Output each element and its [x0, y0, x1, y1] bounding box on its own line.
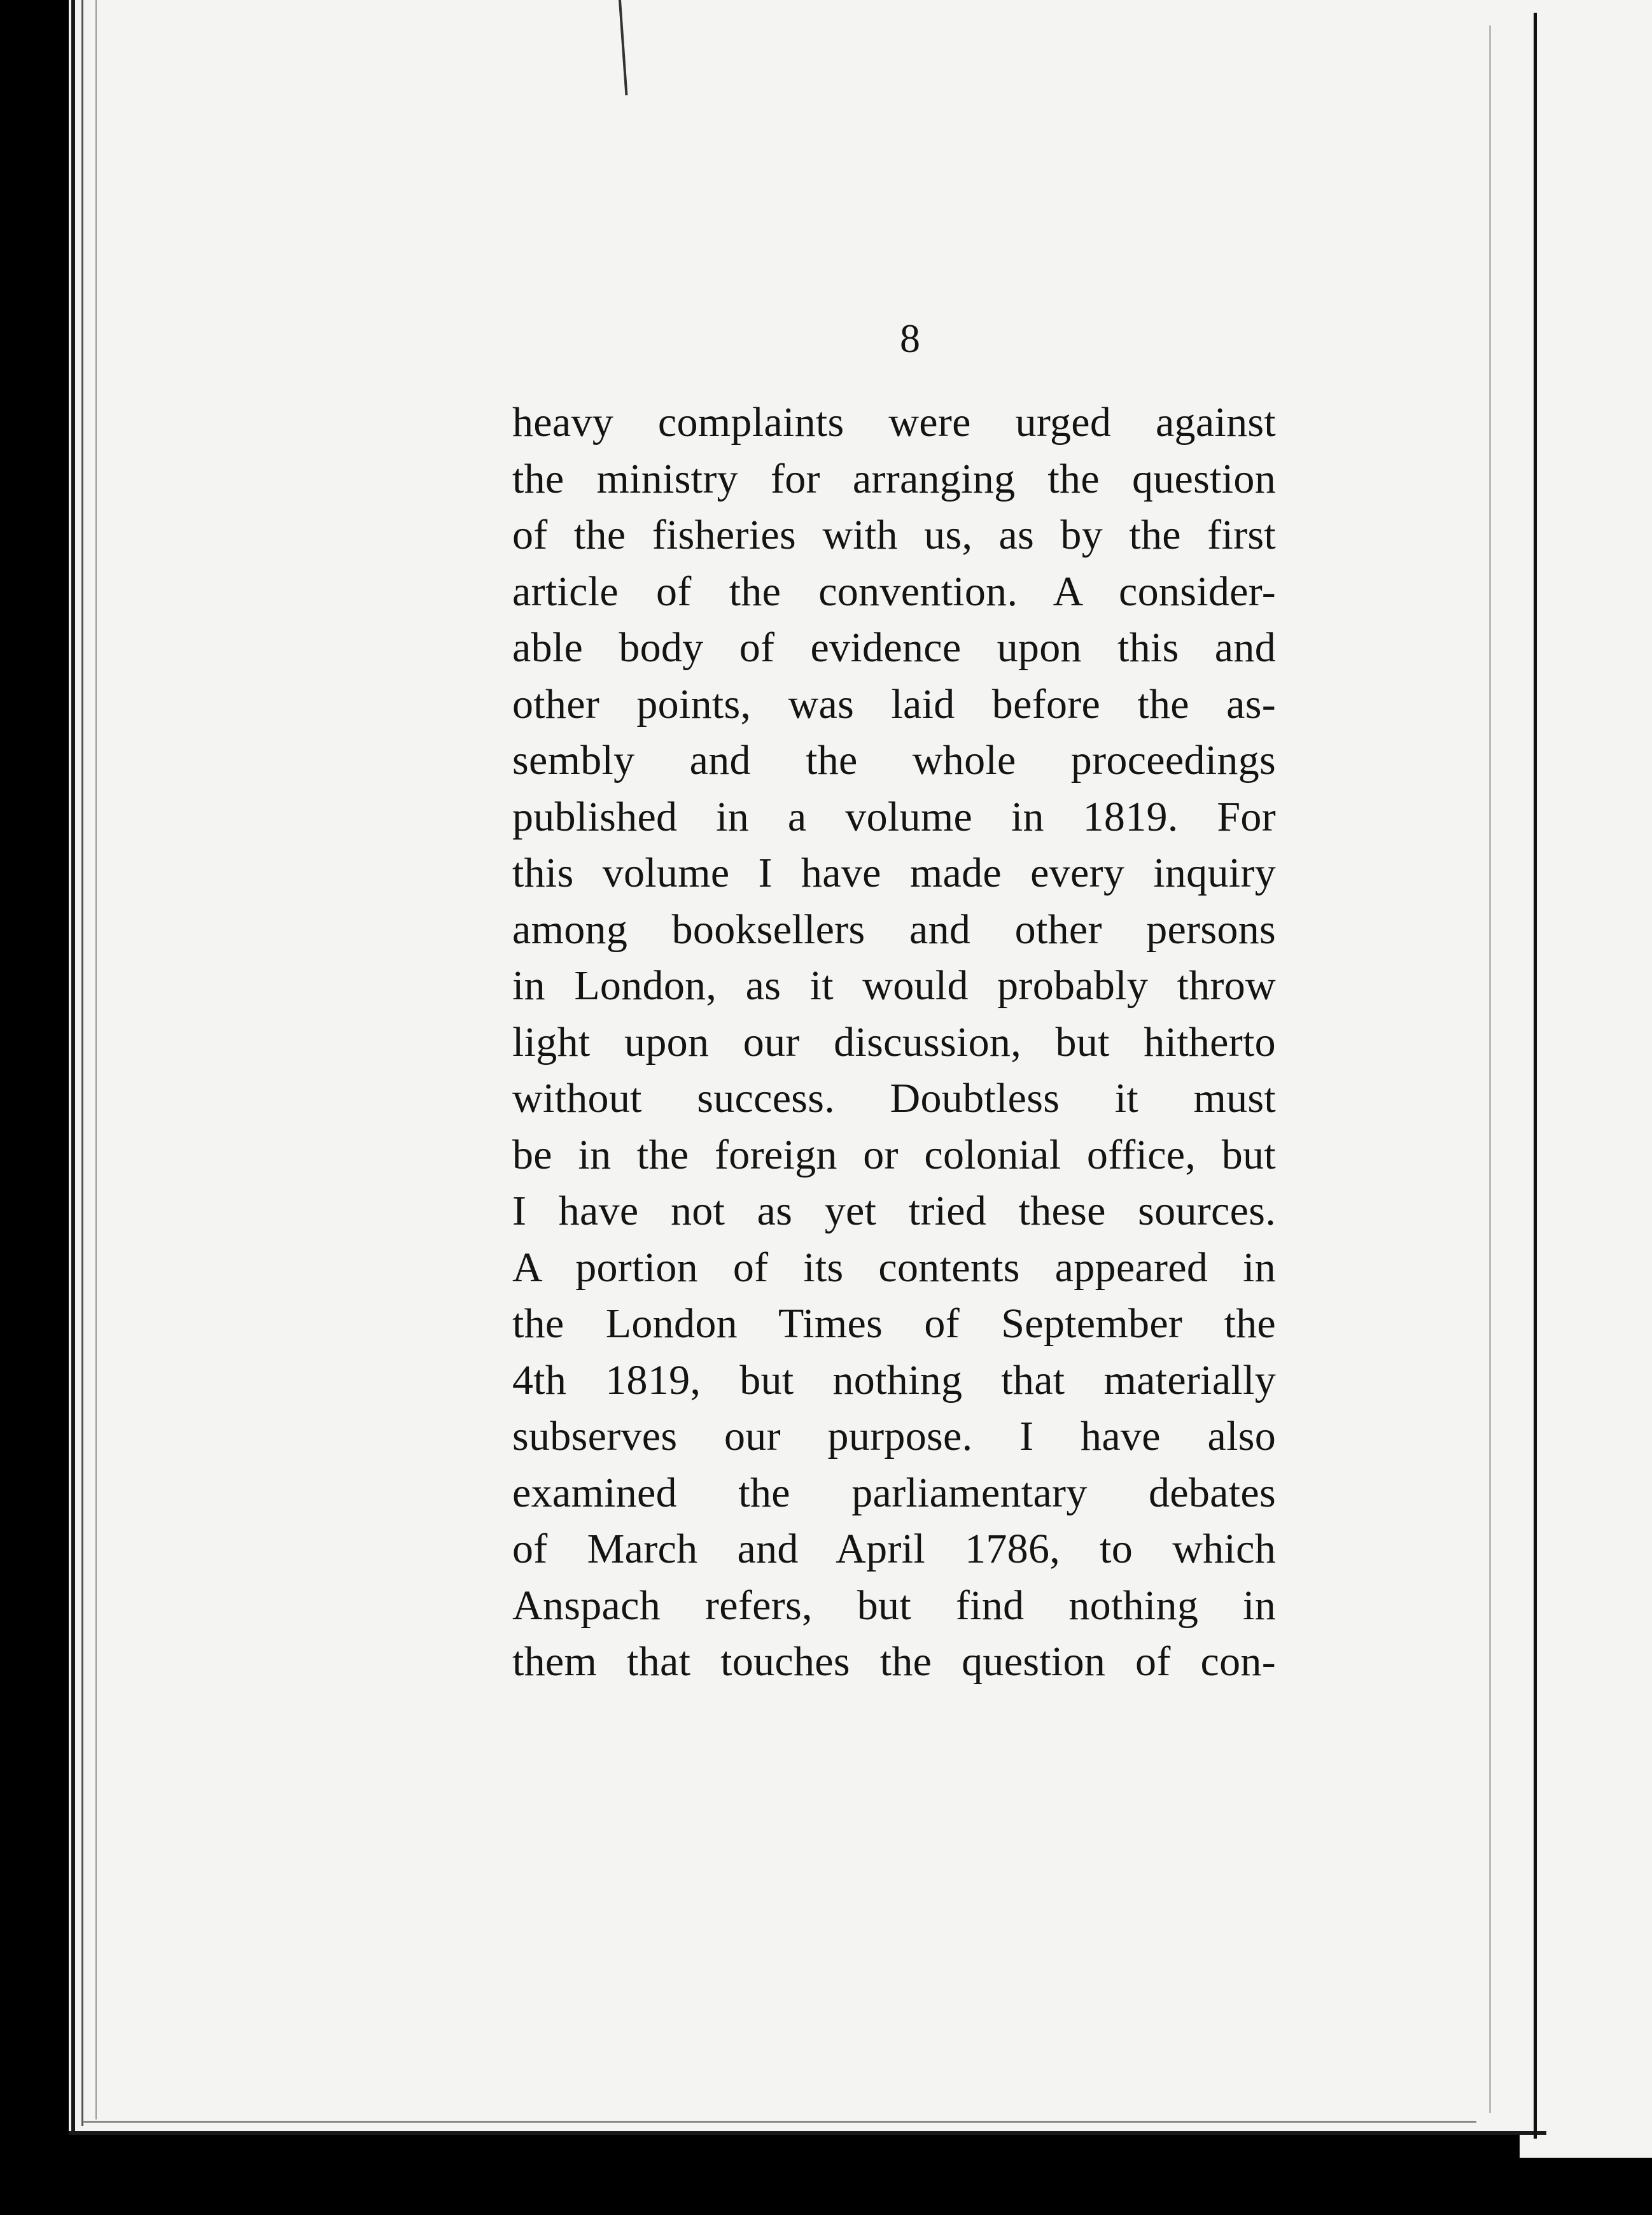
- page-fold-line: [1534, 13, 1537, 2139]
- body-text: [512, 395, 1276, 1691]
- text-line: the ministry for arranging the question: [512, 455, 1276, 502]
- text-line: able body of evidence upon this and: [512, 624, 1276, 671]
- text-line: of the fisheries with us, as by the first: [512, 512, 1276, 558]
- text-line: heavy complaints were urged against: [512, 399, 1276, 446]
- text-line: A portion of its contents appeared in: [512, 1244, 1276, 1291]
- left-binding-edge-faint: [95, 0, 97, 2120]
- left-binding-edge-inner: [81, 0, 83, 2126]
- text-line: examined the parliamentary debates: [512, 1469, 1276, 1516]
- text-line: article of the convention. A consider-: [512, 568, 1276, 615]
- scanner-bottom-border: [0, 2158, 1652, 2215]
- text-line: of March and April 1786, to which: [512, 1526, 1276, 1572]
- text-line: sembly and the whole proceedings: [512, 737, 1276, 784]
- text-line: Anspach refers, but find nothing in: [512, 1582, 1276, 1629]
- text-line: 4th 1819, but nothing that materially: [512, 1356, 1276, 1403]
- text-line: other points, was laid before the as-: [512, 680, 1276, 728]
- left-binding-edge: [71, 0, 75, 2132]
- right-page-fold: [1520, 0, 1652, 2215]
- bottom-page-edge-inner: [83, 2121, 1476, 2123]
- text-line: in London, as it would probably throw: [512, 962, 1276, 1009]
- text-line: light upon our discussion, but hitherto: [512, 1018, 1276, 1065]
- page-fold-shadow: [1489, 25, 1491, 2113]
- text-line: be in the foreign or colonial office, but: [512, 1131, 1276, 1178]
- text-line: this volume I have made every inquiry: [512, 850, 1276, 896]
- text-line: I have not as yet tried these sources.: [512, 1188, 1276, 1234]
- text-line: without success. Doubtless it must: [512, 1075, 1276, 1122]
- text-line: subserves our purpose. I have also: [512, 1413, 1276, 1459]
- text-line: among booksellers and other persons: [512, 906, 1276, 953]
- text-line: them that touches the question of con-: [512, 1638, 1276, 1685]
- text-line: the London Times of September the: [512, 1300, 1276, 1347]
- text-line: published in a volume in 1819. For: [512, 793, 1276, 840]
- bottom-page-edge: [69, 2131, 1546, 2135]
- page-number: 8: [900, 316, 920, 361]
